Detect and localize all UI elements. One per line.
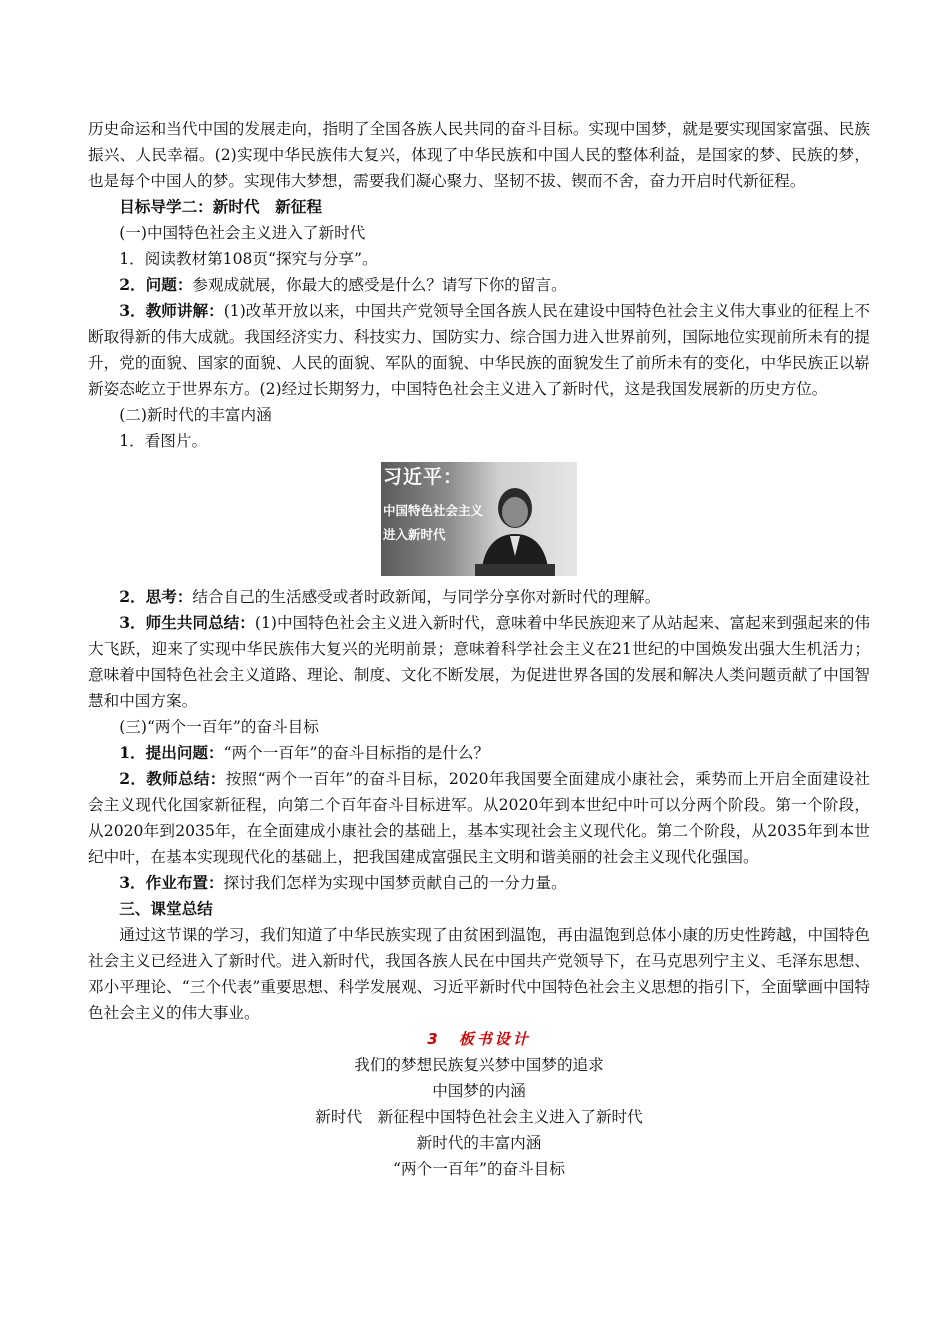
board-line-5: “两个一百年”的奋斗目标 [393, 1160, 565, 1178]
summary-text: 通过这节课的学习，我们知道了中华民族实现了由贫困到温饱，再由温饱到总体小康的历史性跨越，中国特色社会主义已经进入了新时代。进入新时代，我国各族人民在中国共产党领导下，在马克思列宁主义、毛泽东思想、邓小平理论、“三个代表”重要思想、科学发展观、习近平新时代中国特色社会主义思想的指引下，全面擘画中国特色社会主义的伟大事业。 [88, 926, 870, 1022]
part3-item2-label: 2．教师总结： [119, 769, 226, 788]
part1-item2-text: 参观成就展，你最大的感受是什么？请写下你的留言。 [192, 276, 567, 294]
part1-item3-text: (1)改革开放以来，中国共产党领导全国各族人民在建设中国特色社会主义伟大事业的征程上不断取得新的伟大成就。我国经济实力、科技实力、国防实力、综合国力进入世界前列，国际地位实现前所未有的提升，党的面貌、国家的面貌、人民的面貌、军队的面貌、中华民族的面貌发生了前所未有的变化，中华民族正以崭新姿态屹立于世界东方。(2)经过长期努力，中国特色社会主义进入了新时代，这是我国发展新的历史方位。 [88, 302, 870, 398]
part3-item1-text: “两个一百年”的奋斗目标指的是什么？ [223, 744, 490, 762]
part3-item2-text: 按照“两个一百年”的奋斗目标，2020年我国要全面建成小康社会，乘势而上开启全面建设社会主义现代化国家新征程，向第二个百年奋斗目标进军。从2020年到本世纪中叶可以分两个阶段。第一个阶段，从2020年到2035年，在全面建成小康社会的基础上，基本实现社会主义现代化。第二个阶段，从2035年到本世纪中叶，在基本实现现代化的基础上，把我国建成富强民主文明和谐美丽的社会主义现代化强国。 [88, 770, 870, 866]
part2-item3 [88, 610, 870, 714]
summary-heading: 三、课堂总结 [119, 899, 213, 918]
goal2-heading: 目标导学二：新时代 新征程 [119, 197, 322, 216]
part3-item3 [88, 870, 870, 896]
part3-item1 [88, 740, 870, 766]
board-line-1: 我们的梦想民族复兴梦中国梦的追求 [354, 1056, 604, 1074]
part2-item3-label: 3．师生共同总结： [119, 613, 255, 632]
photo-caption-line1: 习近平： [383, 466, 464, 488]
part2-item1: 1．看图片。 [119, 432, 208, 450]
news-figure [88, 462, 870, 576]
part3-item3-label: 3．作业布置： [119, 873, 224, 892]
part2-item2-label: 2．思考： [119, 587, 193, 606]
part2-item3-text: (1)中国特色社会主义进入新时代，意味着中华民族迎来了从站起来、富起来到强起来的伟大飞跃，迎来了实现中华民族伟大复兴的光明前景；意味着科学社会主义在21世纪的中国焕发出强大生机活力；意味着中国特色社会主义道路、理论、制度、文化不断发展，为促进世界各国的发展和解决人类问题贡献了中国智慧和中国方案。 [88, 614, 871, 710]
part2-item2-text: 结合自己的生活感受或者时政新闻，与同学分享你对新时代的理解。 [192, 588, 661, 606]
intro-paragraph: 历史命运和当代中国的发展走向，指明了全国各族人民共同的奋斗目标。实现中国梦，就是要实现国家富强、民族振兴、人民幸福。(2)实现中华民族伟大复兴，体现了中华民族和中国人民的整体利益，是国家的梦、民族的梦，也是每个中国人的梦。实现伟大梦想，需要我们凝心聚力、坚韧不拔、锲而不舍，奋力开启时代新征程。 [88, 120, 870, 190]
part3-item1-label: 1．提出问题： [119, 743, 224, 762]
part3-item3-text: 探讨我们怎样为实现中国梦贡献自己的一分力量。 [223, 874, 567, 892]
part2-title: (二)新时代的丰富内涵 [119, 406, 272, 424]
news-photo [381, 462, 577, 576]
part3-title: (三)“两个一百年”的奋斗目标 [119, 718, 319, 736]
board-design-title: 3 板书设计 [427, 1030, 531, 1048]
part1-title: (一)中国特色社会主义进入了新时代 [119, 224, 366, 242]
part1-item3 [88, 298, 870, 402]
photo-caption-line3: 进入新时代 [383, 527, 446, 542]
board-line-2: 中国梦的内涵 [432, 1082, 526, 1100]
part1-item3-label: 3．教师讲解： [119, 301, 224, 320]
part1-item1: 1．阅读教材第108页“探究与分享”。 [119, 250, 378, 268]
board-line-4: 新时代的丰富内涵 [416, 1134, 542, 1152]
part3-item2 [88, 766, 870, 870]
part1-item2 [88, 272, 870, 298]
part1-item2-label: 2．问题： [119, 275, 193, 294]
part2-item2 [88, 584, 870, 610]
photo-caption-line2: 中国特色社会主义 [383, 503, 484, 518]
speaker-silhouette [475, 478, 555, 576]
board-line-3: 新时代 新征程中国特色社会主义进入了新时代 [315, 1108, 643, 1126]
